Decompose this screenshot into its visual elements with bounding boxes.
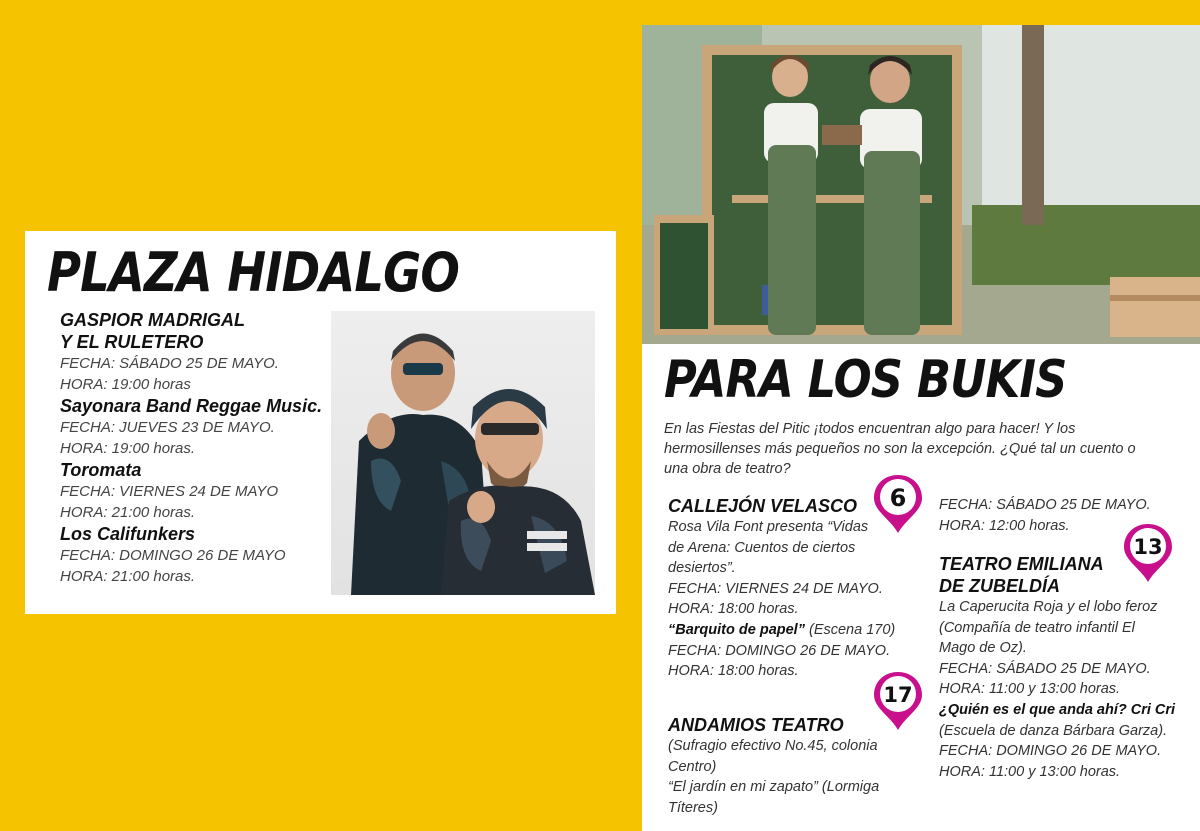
event-line: (Compañía de teatro infantil El (939, 619, 1135, 636)
event-time: HORA: 21:00 horas. (60, 504, 196, 521)
event-date: FECHA: SÁBADO 25 DE MAYO. (939, 497, 1151, 513)
event-line: Mago de Oz). (939, 640, 1027, 657)
event-time: HORA: 21:00 horas. (60, 568, 196, 585)
event-line: de Arena: Cuentos de ciertos (668, 539, 856, 556)
theater-photo-illustration (642, 25, 1200, 344)
venue-name: TEATRO EMILIANA (939, 554, 1104, 574)
event-name: Los Califunkers (60, 524, 196, 544)
event-time: HORA: 11:00 y 13:00 horas. (939, 681, 1121, 698)
event-name: GASPIOR MADRIGAL Y EL RULETERO (60, 310, 246, 352)
event-date: FECHA: VIERNES 24 DE MAYO. (668, 580, 883, 597)
event-name: Sayonara Band Reggae Music. (60, 396, 323, 416)
callejon-velasco-block (668, 495, 895, 682)
show-title: ¿Quién es el que anda ahí? Cri Cri (939, 701, 1176, 718)
event-date: FECHA: DOMINGO 26 DE MAYO. (668, 642, 891, 659)
event-time: HORA: 18:00 horas. (668, 663, 799, 680)
event-date: FECHA: DOMINGO 26 DE MAYO. (939, 743, 1162, 760)
event-line: La Caperucita Roja y el lobo feroz (939, 599, 1158, 615)
theater-photo (642, 25, 1200, 344)
para-los-bukis-title: PARA LOS BUKIS (664, 350, 1067, 410)
map-pin-17-icon (872, 670, 924, 732)
event-line: desiertos”. (668, 560, 736, 577)
andamios-teatro-block (668, 714, 879, 818)
venue-name: DE ZUBELDÍA (939, 576, 1060, 596)
venue-name: CALLEJÓN VELASCO (668, 496, 858, 516)
show-company: (Escena 170) (804, 621, 896, 638)
plaza-hidalgo-panel (25, 231, 616, 614)
plaza-hidalgo-events (60, 309, 360, 587)
band-photo-illustration (331, 311, 595, 595)
pin-6-number: 6 (889, 484, 907, 512)
event-time: HORA: 12:00 horas. (939, 517, 1070, 534)
event-line (668, 620, 895, 641)
event-time: HORA: 19:00 horas. (60, 440, 196, 457)
event-date: FECHA: SÁBADO 25 DE MAYO. (60, 355, 279, 372)
event-time: HORA: 18:00 horas. (668, 601, 799, 618)
event-name: Toromata (60, 460, 142, 480)
pin-13-number: 13 (1133, 535, 1163, 559)
plaza-hidalgo-title: PLAZA HIDALGO (47, 241, 460, 304)
band-photo (331, 311, 595, 595)
event-time: HORA: 11:00 y 13:00 horas. (939, 763, 1121, 780)
show-title: “Barquito de papel” (668, 621, 805, 638)
event-date: FECHA: SÁBADO 25 DE MAYO. (939, 660, 1151, 677)
event-date: FECHA: JUEVES 23 DE MAYO. (60, 419, 275, 436)
event-line: “El jardín en mi zapato” (Lormiga (668, 779, 880, 796)
intro-paragraph: En las Fiestas del Pitic ¡todos encuentran algo para hacer! Y los hermosillenses más pequeños no son la excepción. ¿Qué tal un cuento o una obra de teatro? (664, 421, 1136, 477)
pin-17-number: 17 (883, 683, 913, 707)
event-time: HORA: 19:00 horas (60, 376, 191, 393)
event-date: FECHA: VIERNES 24 DE MAYO (60, 483, 279, 500)
event-line: (Escuela de danza Bárbara Garza). (939, 722, 1168, 739)
callejon-continued-block (939, 495, 1151, 536)
venue-name: ANDAMIOS TEATRO (668, 715, 844, 735)
event-line: Centro) (668, 758, 717, 775)
teatro-emiliana-block (939, 553, 1175, 782)
event-date: FECHA: DOMINGO 26 DE MAYO (60, 547, 286, 564)
event-line: Títeres) (668, 799, 718, 816)
para-los-bukis-panel (642, 25, 1200, 831)
event-line: (Sufragio efectivo No.45, colonia (668, 738, 878, 754)
event-line: Rosa Vila Font presenta “Vidas (668, 519, 869, 535)
